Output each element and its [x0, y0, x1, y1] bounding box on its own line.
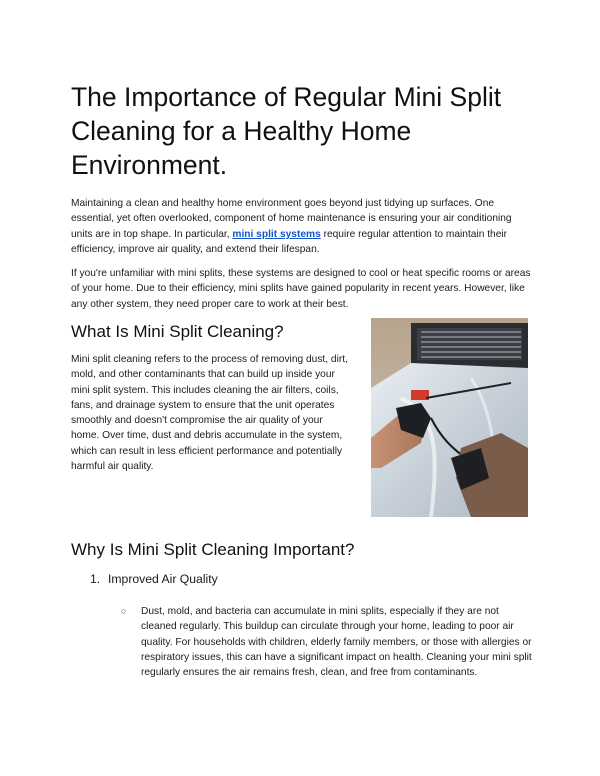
hollow-circle-bullet-icon: ○	[121, 606, 127, 616]
intro-text-after: require regular attention to maintain their efficiency, improve air quality, and extend their lifespan.	[71, 228, 508, 255]
intro-text-before: Maintaining a clean and healthy home environment goes beyond just tidying up surfaces. One essential, yet often overlooked, component of home maintenance is ensuring your air conditioning units are in top shape. In particular,	[71, 198, 512, 240]
air-quality-paragraph: Dust, mold, and bacteria can accumulate in mini splits, especially if they are not cleaned regularly. This buildup can circulate through your home, leading to poor air quality. For households with children, elderly family members, or those with allergies or respiratory issues, this can have a significant impact on health. Cleaning your mini split regularly ensures the air remains fresh, clean, and free from contaminants.	[141, 606, 532, 679]
intro-paragraph	[71, 196, 531, 257]
list-number: 1.	[90, 572, 101, 586]
mini-split-systems-link[interactable]: mini split systems	[232, 228, 321, 240]
what-is-paragraph: Mini split cleaning refers to the process of removing dust, dirt, mold, and other contaminants that can build up inside your mini split system. This includes cleaning the air filters, coils, fans, and drainage system to ensure that the unit operates smoothly and doesn't compromise the air quality of your home. Over time, dust and debris accumulate in the system, which can result in less efficient performance and potentially harmful air quality.	[71, 354, 348, 473]
numbered-list-item	[90, 571, 218, 587]
list-item-label: Improved Air Quality	[108, 572, 218, 586]
section-heading-what-is: What Is Mini Split Cleaning?	[71, 322, 284, 341]
page-title: The Importance of Regular Mini Split Cleaning for a Healthy Home Environment.	[71, 82, 502, 180]
technician-cleaning-mini-split-photo	[371, 318, 528, 517]
section-heading-why-important: Why Is Mini Split Cleaning Important?	[71, 540, 355, 559]
overview-paragraph: If you're unfamiliar with mini splits, these systems are designed to cool or heat specific rooms or areas of your home. Due to their efficiency, mini splits have gained popularity in recent years. However, like any other system, they need proper care to work at their best.	[71, 268, 531, 310]
